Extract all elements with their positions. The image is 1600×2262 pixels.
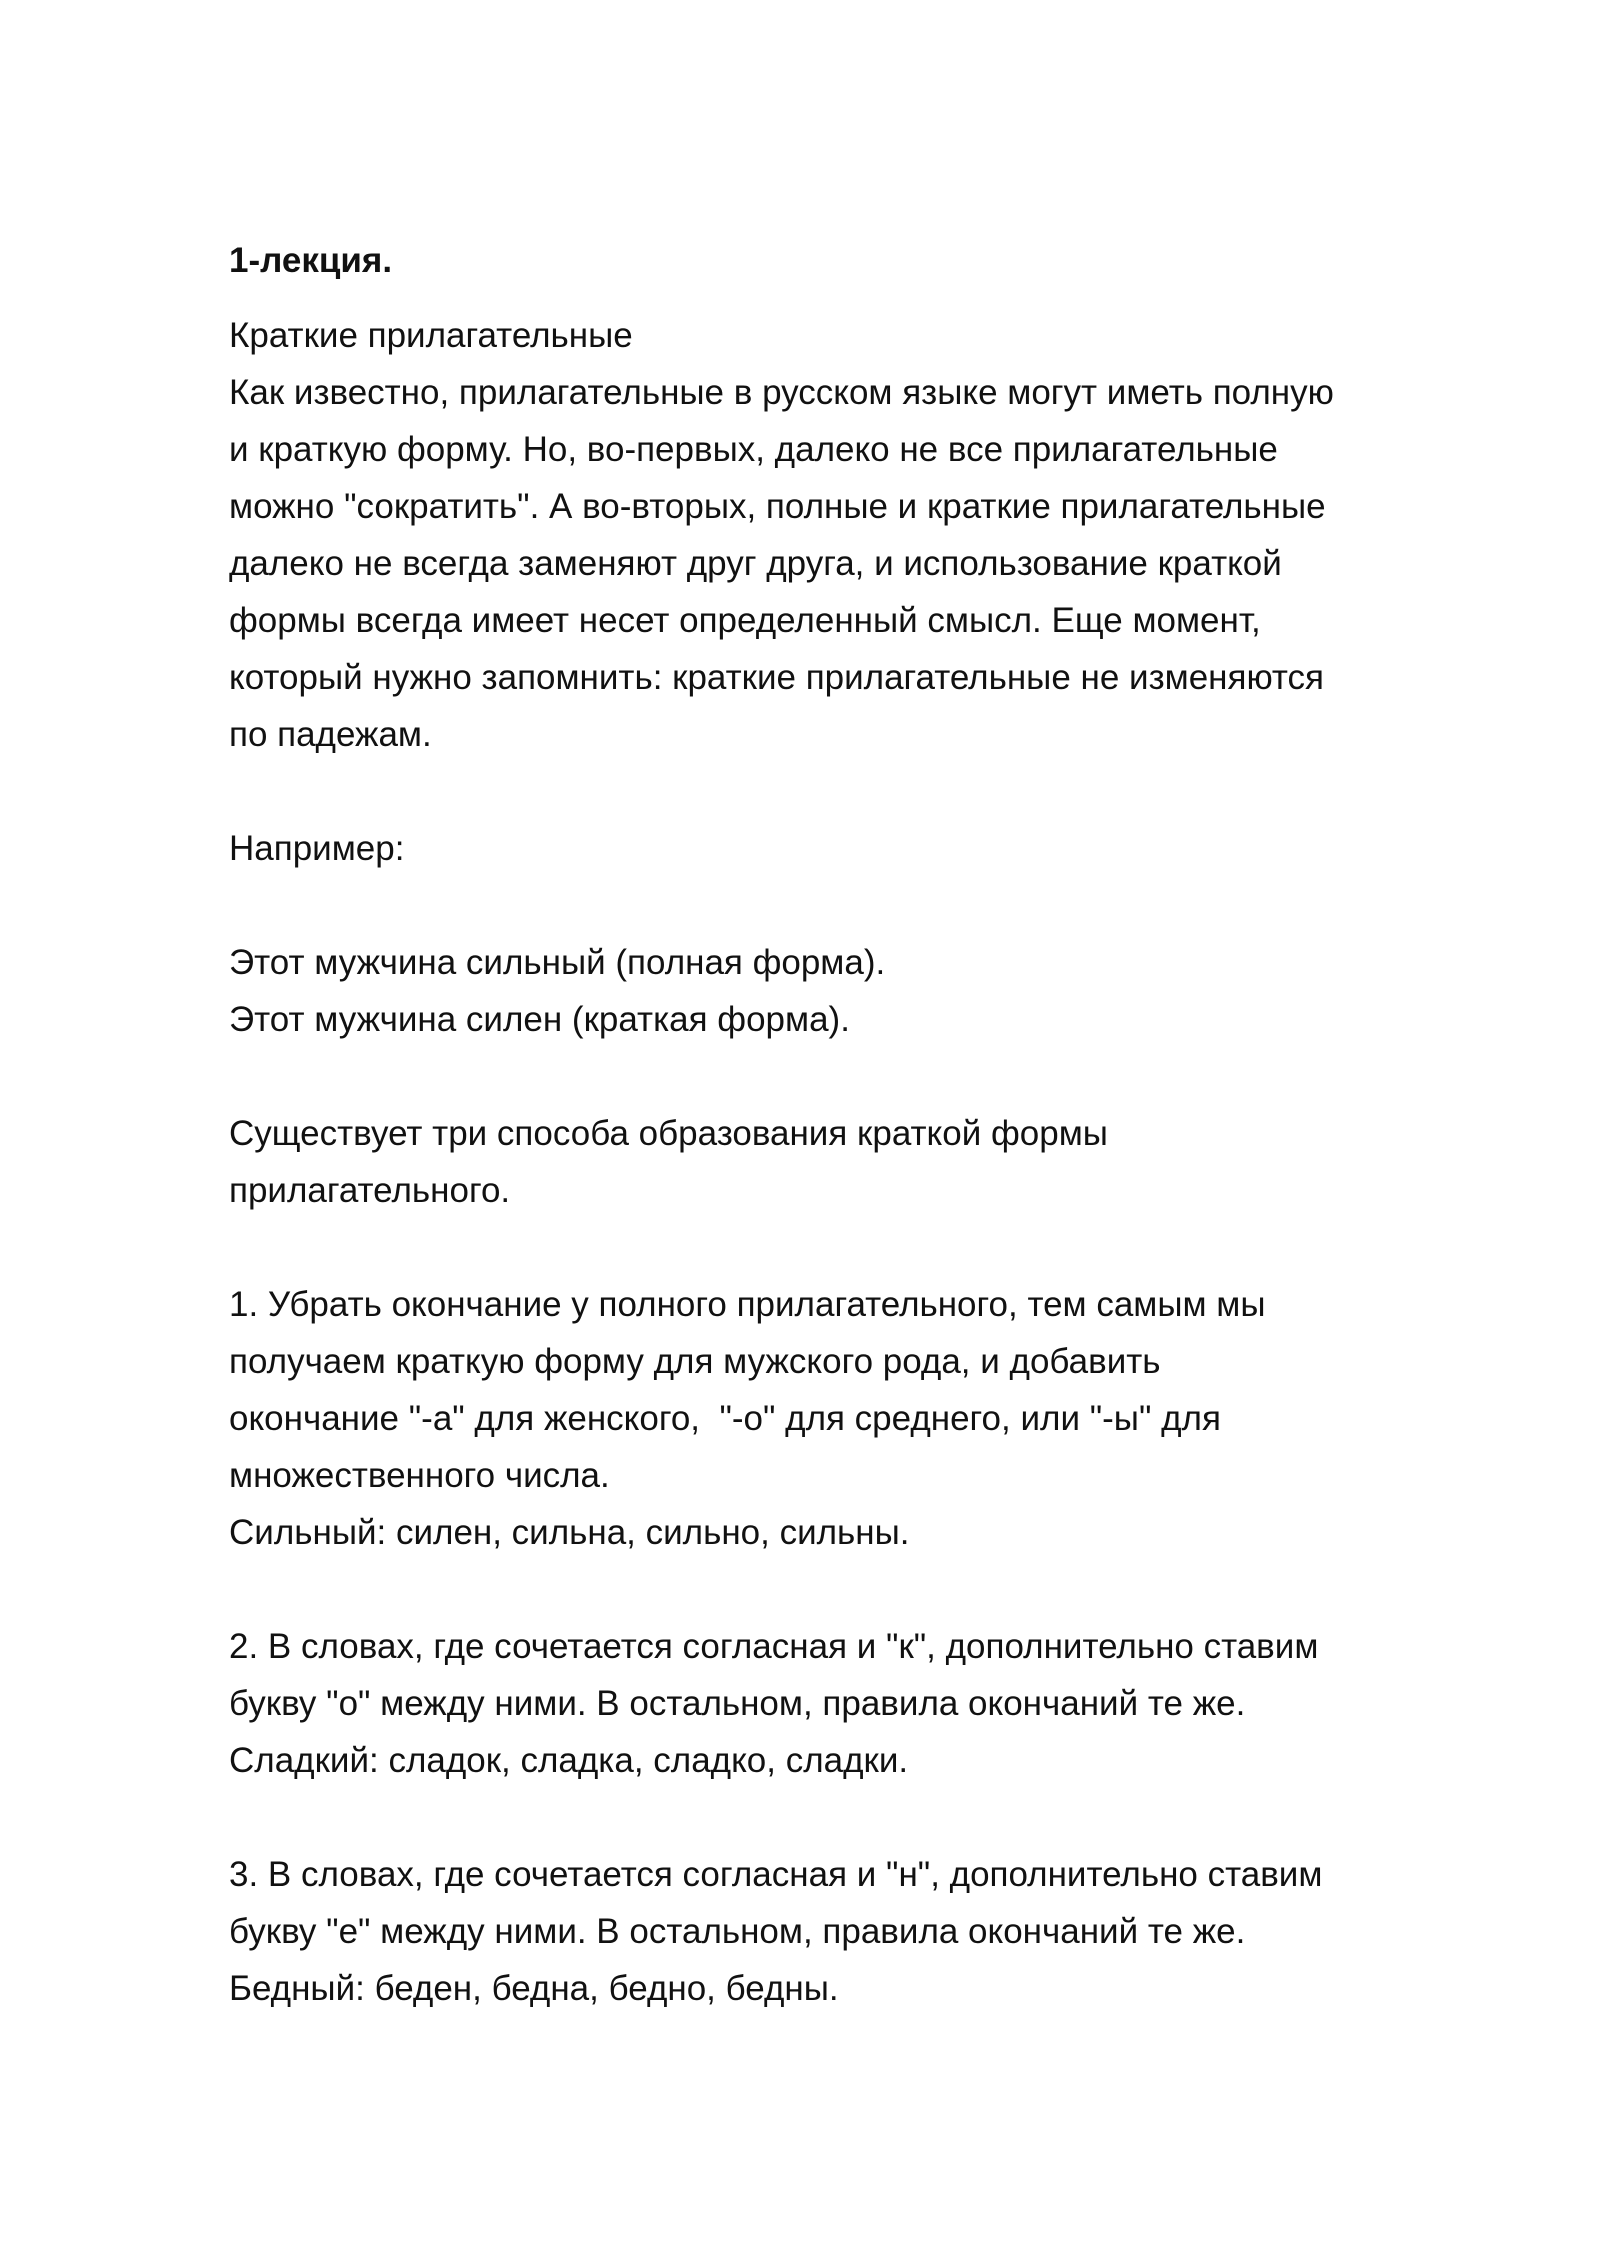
method1-line: множественного числа. — [229, 1456, 610, 1495]
blank-line — [229, 1219, 1529, 1276]
method3-line: букву "е" между ними. В остальном, правила окончаний те же. — [229, 1912, 1246, 1951]
example-line: Этот мужчина сильный (полная форма). — [229, 943, 886, 982]
methods-intro-line: прилагательного. — [229, 1171, 511, 1210]
intro-line: далеко не всегда заменяют друг друга, и использование краткой — [229, 544, 1282, 583]
methods-intro-line: Существует три способа образования краткой формы — [229, 1114, 1108, 1153]
example-label: Например: — [229, 829, 405, 868]
example-line: Этот мужчина силен (краткая форма). — [229, 1000, 850, 1039]
method1-example: Сильный: силен, сильна, сильно, сильны. — [229, 1513, 910, 1552]
intro-line: формы всегда имеет несет определенный смысл. Еще момент, — [229, 601, 1261, 640]
document-page — [229, 232, 1529, 2017]
blank-line — [229, 763, 1529, 820]
blank-line — [229, 877, 1529, 934]
method1-line: получаем краткую форму для мужского рода, и добавить — [229, 1342, 1161, 1381]
blank-line — [229, 1048, 1529, 1105]
method2-line: 2. В словах, где сочетается согласная и "к", дополнительно ставим — [229, 1627, 1319, 1666]
method2-line: букву "о" между ними. В остальном, правила окончаний те же. — [229, 1684, 1246, 1723]
intro-line: и краткую форму. Но, во-первых, далеко не все прилагательные — [229, 430, 1278, 469]
method1-line: окончание "-а" для женского, "-о" для среднего, или "-ы" для — [229, 1399, 1221, 1438]
lecture-heading: 1-лекция. — [229, 241, 393, 280]
method2-example: Сладкий: сладок, сладка, сладко, сладки. — [229, 1741, 909, 1780]
blank-line — [229, 1561, 1529, 1618]
blank-line — [229, 1789, 1529, 1846]
method3-line: 3. В словах, где сочетается согласная и "н", дополнительно ставим — [229, 1855, 1323, 1894]
intro-line: по падежам. — [229, 715, 432, 754]
method1-line: 1. Убрать окончание у полного прилагательного, тем самым мы — [229, 1285, 1266, 1324]
spacer — [229, 289, 1529, 307]
intro-line: который нужно запомнить: краткие прилагательные не изменяются — [229, 658, 1325, 697]
intro-line: можно "сократить". А во-вторых, полные и краткие прилагательные — [229, 487, 1326, 526]
intro-line: Как известно, прилагательные в русском языке могут иметь полную — [229, 373, 1334, 412]
method3-example: Бедный: беден, бедна, бедно, бедны. — [229, 1969, 839, 2008]
lecture-subtitle: Краткие прилагательные — [229, 316, 633, 355]
